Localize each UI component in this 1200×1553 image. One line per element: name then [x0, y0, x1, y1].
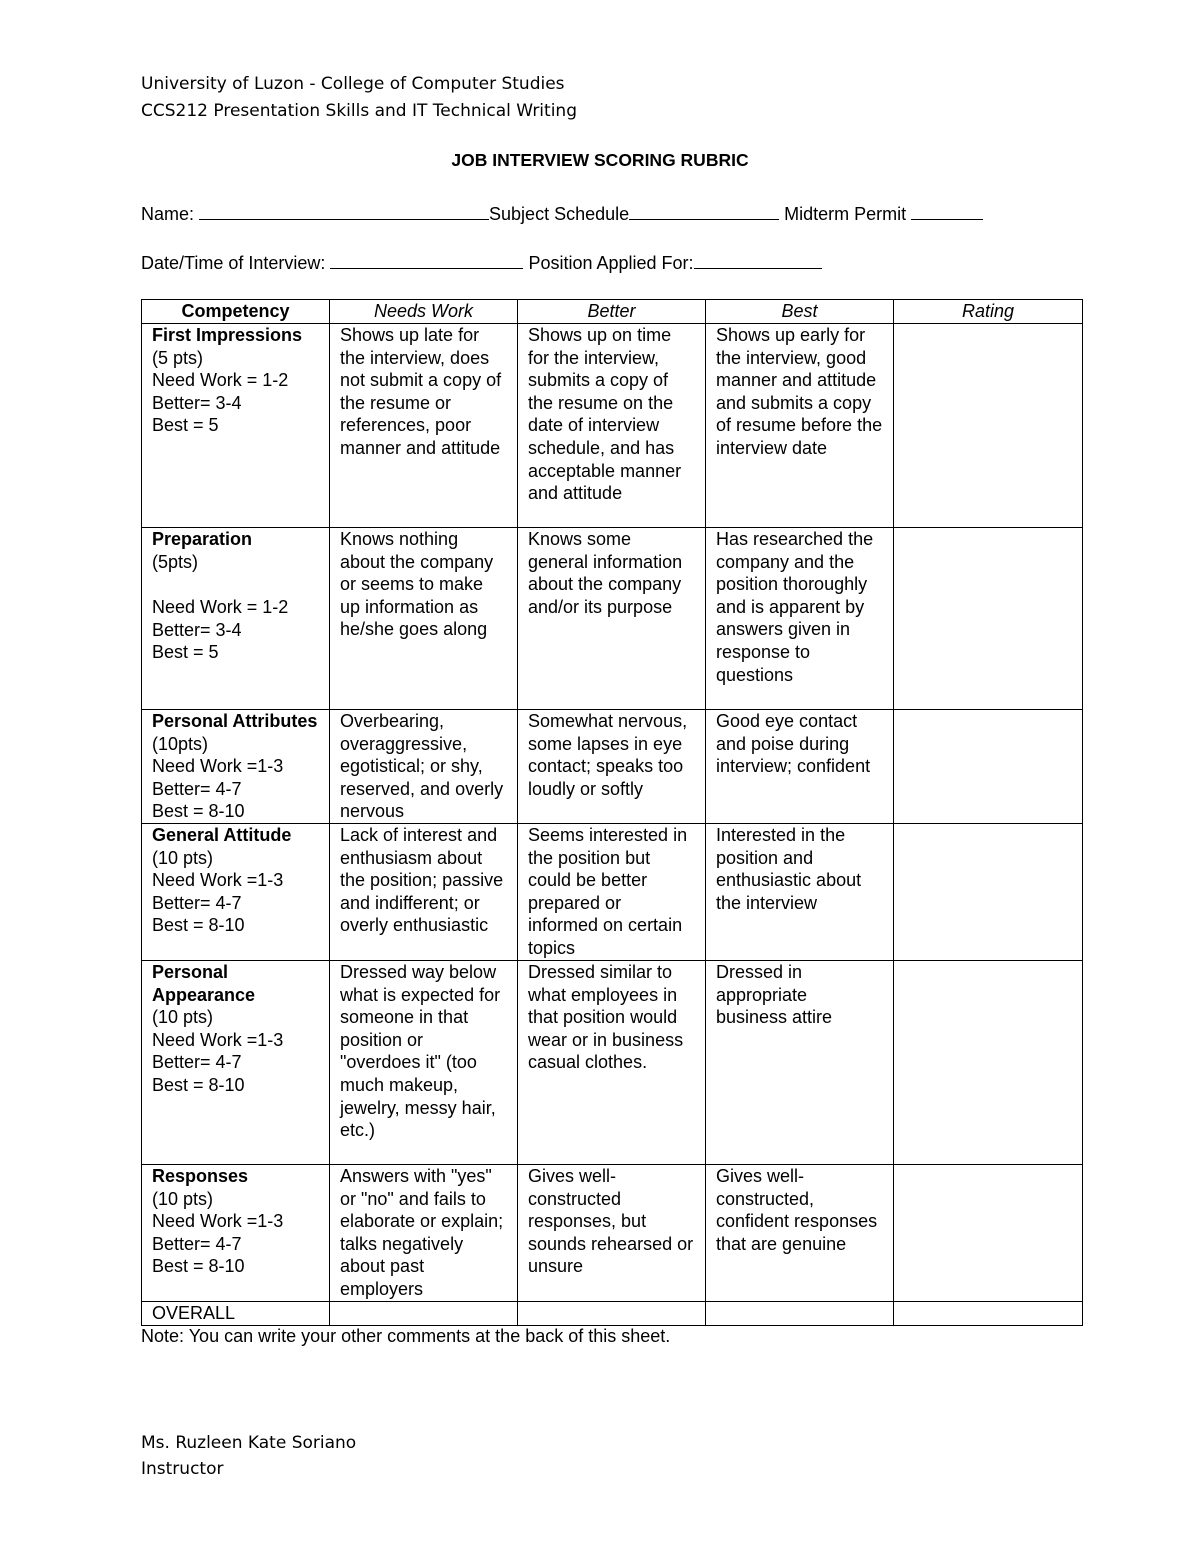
- overall-rating-cell[interactable]: [894, 1301, 1083, 1325]
- header-rating: Rating: [894, 300, 1083, 324]
- better-cell: Seems interested in the position but could be better prepared or informed on certain topics: [518, 823, 706, 960]
- better-cell: Knows some general information about the company and/or its purpose: [518, 528, 706, 710]
- scale-need-work: Need Work =1-3: [152, 870, 284, 891]
- scale-best: Best = 8-10: [152, 1256, 245, 1277]
- rating-cell[interactable]: [894, 710, 1083, 824]
- competency-points: (10 pts): [152, 1188, 214, 1209]
- position-label: Position Applied For:: [528, 253, 694, 273]
- instructor-title: Instructor: [141, 1459, 224, 1479]
- table-row: [142, 1164, 1083, 1301]
- header-better: Better: [518, 300, 706, 324]
- competency-cell: [142, 960, 330, 1164]
- datetime-blank[interactable]: [330, 251, 523, 269]
- needs-work-cell: Answers with "yes" or "no" and fails to elaborate or explain; talks negatively about past employers: [330, 1164, 518, 1301]
- scale-better: Better= 4-7: [152, 1233, 242, 1254]
- better-cell: Dressed similar to what employees in that position would wear or in business casual clothes.: [518, 960, 706, 1164]
- better-cell: Shows up on time for the interview, submits a copy of the resume on the date of interview schedule, and has acceptable manner and attitude: [518, 324, 706, 528]
- competency-cell: [142, 823, 330, 960]
- competency-name: Preparation: [152, 529, 253, 549]
- table-row: [142, 528, 1083, 710]
- competency-cell: [142, 324, 330, 528]
- scale-need-work: Need Work =1-3: [152, 1029, 284, 1050]
- rating-cell[interactable]: [894, 528, 1083, 710]
- table-header-row: [142, 300, 1083, 324]
- competency-name: Responses: [152, 1165, 249, 1186]
- needs-work-cell: Shows up late for the interview, does not submit a copy of the resume or references, poor manner and attitude: [330, 324, 518, 528]
- scale-better: Better= 4-7: [152, 1052, 242, 1073]
- permit-blank[interactable]: [911, 202, 983, 220]
- schedule-label: Subject Schedule: [489, 204, 630, 224]
- competency-points: (10pts): [152, 733, 209, 754]
- university-header: University of Luzon - College of Computer Studies: [141, 74, 565, 94]
- competency-cell: [142, 528, 330, 710]
- rubric-table: [141, 299, 1083, 1326]
- table-row: [142, 324, 1083, 528]
- needs-work-cell: Dressed way below what is expected for someone in that position or "overdoes it" (too much makeup, jewelry, messy hair, etc.): [330, 960, 518, 1164]
- datetime-label: Date/Time of Interview:: [141, 253, 326, 273]
- scale-best: Best = 5: [152, 415, 219, 436]
- competency-name: First Impressions: [152, 325, 303, 345]
- overall-row: [142, 1301, 1083, 1325]
- name-field-row: [141, 202, 983, 225]
- position-blank[interactable]: [694, 251, 822, 269]
- best-cell: Has researched the company and the position thoroughly and is apparent by answers given in response to questions: [706, 528, 894, 710]
- competency-points: (5pts): [152, 551, 199, 572]
- course-header: CCS212 Presentation Skills and IT Technical Writing: [141, 101, 577, 121]
- needs-work-cell: Knows nothing about the company or seems to make up information as he/she goes along: [330, 528, 518, 710]
- rating-cell[interactable]: [894, 823, 1083, 960]
- scale-best: Best = 8-10: [152, 915, 245, 936]
- competency-name: General Attitude: [152, 824, 292, 845]
- scale-need-work: Need Work =1-3: [152, 756, 284, 777]
- best-cell: Dressed in appropriate business attire: [706, 960, 894, 1164]
- rating-cell[interactable]: [894, 324, 1083, 528]
- rating-cell[interactable]: [894, 960, 1083, 1164]
- permit-label: Midterm Permit: [784, 204, 907, 224]
- schedule-blank[interactable]: [629, 202, 779, 220]
- competency-name: Personal Attributes: [152, 711, 318, 731]
- scale-best: Best = 8-10: [152, 801, 245, 822]
- needs-work-cell: Overbearing, overaggressive, egotistical; or shy, reserved, and overly nervous: [330, 710, 518, 824]
- scale-better: Better= 3-4: [152, 392, 242, 413]
- overall-needs-work-cell: [330, 1301, 518, 1325]
- scale-better: Better= 4-7: [152, 892, 242, 913]
- scale-need-work: Need Work = 1-2: [152, 597, 289, 618]
- competency-name: Personal Appearance: [152, 961, 256, 1005]
- competency-points: (10 pts): [152, 847, 214, 868]
- scale-better: Better= 4-7: [152, 778, 242, 799]
- overall-best-cell: [706, 1301, 894, 1325]
- table-row: [142, 710, 1083, 824]
- overall-label: OVERALL: [142, 1301, 330, 1325]
- scale-best: Best = 5: [152, 642, 219, 663]
- rating-cell[interactable]: [894, 1164, 1083, 1301]
- scale-need-work: Need Work =1-3: [152, 1211, 284, 1232]
- scale-better: Better= 3-4: [152, 619, 242, 640]
- header-best: Best: [706, 300, 894, 324]
- needs-work-cell: Lack of interest and enthusiasm about the position; passive and indifferent; or overly enthusiastic: [330, 823, 518, 960]
- instructor-name: Ms. Ruzleen Kate Soriano: [141, 1433, 357, 1453]
- competency-cell: [142, 1164, 330, 1301]
- better-cell: Gives well-constructed responses, but sounds rehearsed or unsure: [518, 1164, 706, 1301]
- best-cell: Shows up early for the interview, good manner and attitude and submits a copy of resume before the interview date: [706, 324, 894, 528]
- table-row: [142, 823, 1083, 960]
- scale-best: Best = 8-10: [152, 1074, 245, 1095]
- header-needs-work: Needs Work: [330, 300, 518, 324]
- best-cell: Interested in the position and enthusiastic about the interview: [706, 823, 894, 960]
- best-cell: Good eye contact and poise during interview; confident: [706, 710, 894, 824]
- note-text: Note: You can write your other comments at the back of this sheet.: [141, 1326, 671, 1346]
- name-label: Name:: [141, 204, 195, 224]
- page-title: JOB INTERVIEW SCORING RUBRIC: [451, 150, 749, 170]
- better-cell: Somewhat nervous, some lapses in eye contact; speaks too loudly or softly: [518, 710, 706, 824]
- best-cell: Gives well-constructed, confident responses that are genuine: [706, 1164, 894, 1301]
- scale-need-work: Need Work = 1-2: [152, 370, 289, 391]
- header-competency: Competency: [142, 300, 330, 324]
- name-blank[interactable]: [199, 202, 489, 220]
- competency-points: (10 pts): [152, 1007, 214, 1028]
- competency-points: (5 pts): [152, 347, 204, 368]
- competency-cell: [142, 710, 330, 824]
- overall-better-cell: [518, 1301, 706, 1325]
- spacer: [152, 573, 319, 596]
- table-row: [142, 960, 1083, 1164]
- datetime-field-row: [141, 251, 822, 274]
